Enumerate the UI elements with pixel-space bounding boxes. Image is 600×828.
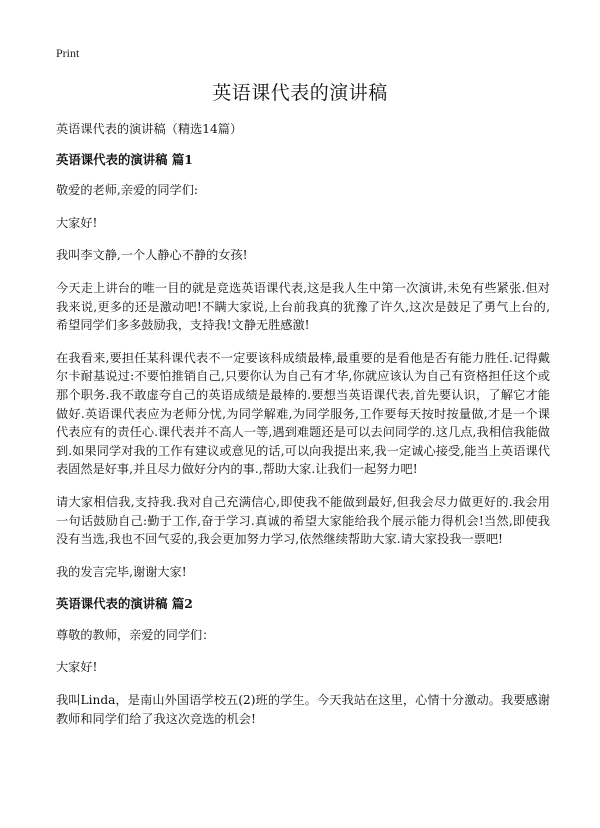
paragraph: 请大家相信我,支持我.我对自己充满信心,即使我不能做到最好,但我会尽力做更好的.我会用一句话鼓励自己:勤于工作,奋于学习.真诚的希望大家能给我个展示能力得机会!当然,即使我没有当选,我也不回气妥的,我会更加努力学习,依然继续帮助大家.请大家投我一票吧! [56,494,550,547]
paragraph: 敬爱的老师,亲爱的同学们: [56,183,199,198]
document-body [56,120,550,742]
section-heading-2: 英语课代表的演讲稿 篇2 [56,596,193,612]
paragraph: 尊敬的教师，亲爱的同学们： [56,627,215,642]
document-subtitle: 英语课代表的演讲稿（精选14篇） [56,122,243,136]
paragraph: 大家好! [56,660,98,675]
paragraph: 我叫李文静,一个人静心不静的女孩! [56,248,248,263]
print-link[interactable]: Print [56,46,80,60]
paragraph: 大家好! [56,215,98,230]
paragraph: 今天走上讲台的唯一目的就是竞选英语课代表,这是我人生中第一次演讲,未免有些紧张.但对我来说,更多的还是激动吧!不瞒大家说,上台前我真的犹豫了许久,这次是鼓足了勇气上台的,希望同学们多多鼓励我，支持我!文静无胜感激! [56,280,550,333]
section-heading-1: 英语课代表的演讲稿 篇1 [56,151,193,167]
paragraph: 在我看来,要担任某科课代表不一定要该科成绩最棒,最重要的是看他是否有能力胜任.记得戴尔卡耐基说过:不要怕推销自己,只要你认为自己有才华,你就应该认为自己有资格担任这个或那个职务.我不敢虚夸自己的英语成绩是最棒的.要想当英语课代表,首先要认识，了解它才能做好.英语课代表应为老师分忧,为同学解难,为同学服务,工作要每天按时按量做,才是一个课代表应有的责任心.课代表并不高人一等,遇到难题还是可以去问同学的.这几点,我相信我能做到.如果同学对我的工作有建议或意见的话,可以向我提出来,我一定诚心接受,能当上英语课代表固然是好事,并且尽力做好分内的事.,帮助大家.让我们一起努力吧! [56,350,550,477]
paragraph: 我叫Linda，是南山外国语学校五(2)班的学生。今天我站在这里，心情十分激动。我要感谢教师和同学们给了我这次竞选的机会! [56,693,550,726]
paragraph: 我的发言完毕,谢谢大家! [56,564,187,579]
page-title: 英语课代表的演讲稿 [212,82,388,104]
